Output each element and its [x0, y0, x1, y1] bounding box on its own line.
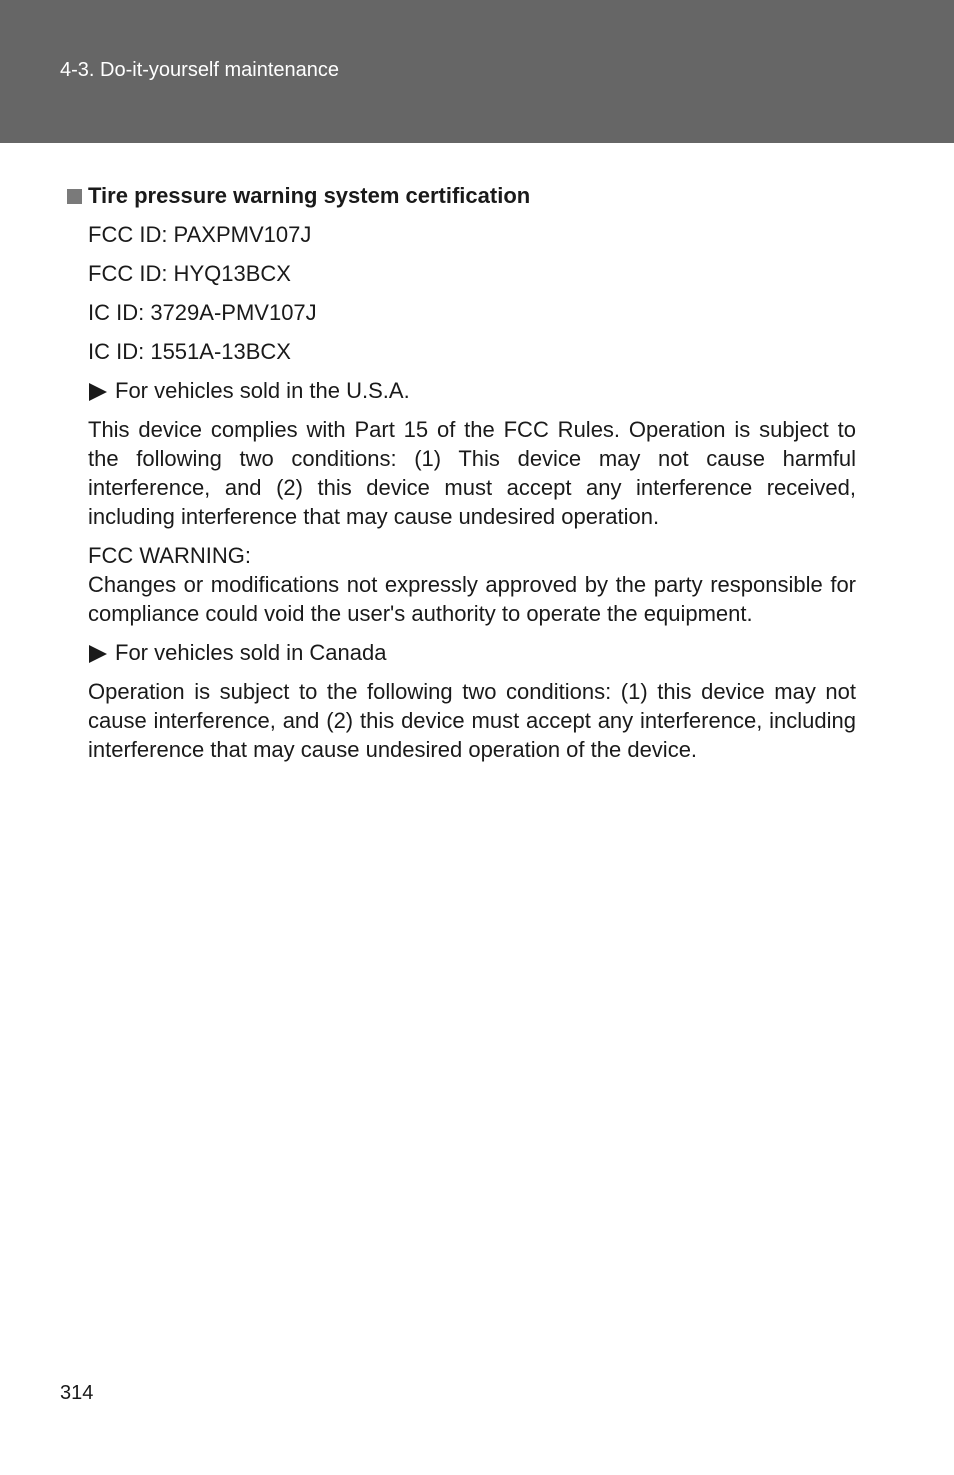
triangle-right-icon	[89, 645, 107, 663]
main-content	[88, 181, 856, 774]
section-heading	[88, 181, 856, 210]
ic-id-2: IC ID: 1551A-13BCX	[88, 339, 291, 364]
fcc-warning-text: Changes or modifications not expressly approved by the party responsible for compliance could void the user's authority to operate the equipment.	[88, 572, 856, 626]
usa-paragraph: This device complies with Part 15 of the FCC Rules. Operation is subject to the following two conditions: (1) This device may not cause harmful interference, and (2) this device must accept any interference received, including interference that may cause undesired operation.	[88, 417, 856, 529]
fcc-id-2: FCC ID: HYQ13BCX	[88, 261, 291, 286]
fcc-warning-block	[88, 541, 856, 628]
triangle-right-icon	[89, 383, 107, 401]
section-heading-text: Tire pressure warning system certification	[88, 183, 531, 208]
canada-paragraph: Operation is subject to the following two conditions: (1) this device may not cause interference, and (2) this device must accept any interference, including interference that may cause undesired operation of the device.	[88, 679, 856, 762]
usa-subheading	[88, 376, 856, 405]
ic-id-1: IC ID: 3729A-PMV107J	[88, 300, 317, 325]
canada-subheading-text: For vehicles sold in Canada	[115, 640, 387, 665]
usa-subheading-text: For vehicles sold in the U.S.A.	[115, 378, 410, 403]
header-band	[0, 0, 954, 143]
fcc-warning-title: FCC WARNING:	[88, 543, 251, 568]
square-bullet-icon	[67, 189, 82, 204]
fcc-id-1: FCC ID: PAXPMV107J	[88, 222, 312, 247]
canada-subheading	[88, 638, 856, 667]
page-number: 314	[60, 1382, 94, 1404]
section-title: 4-3. Do-it-yourself maintenance	[60, 59, 340, 81]
